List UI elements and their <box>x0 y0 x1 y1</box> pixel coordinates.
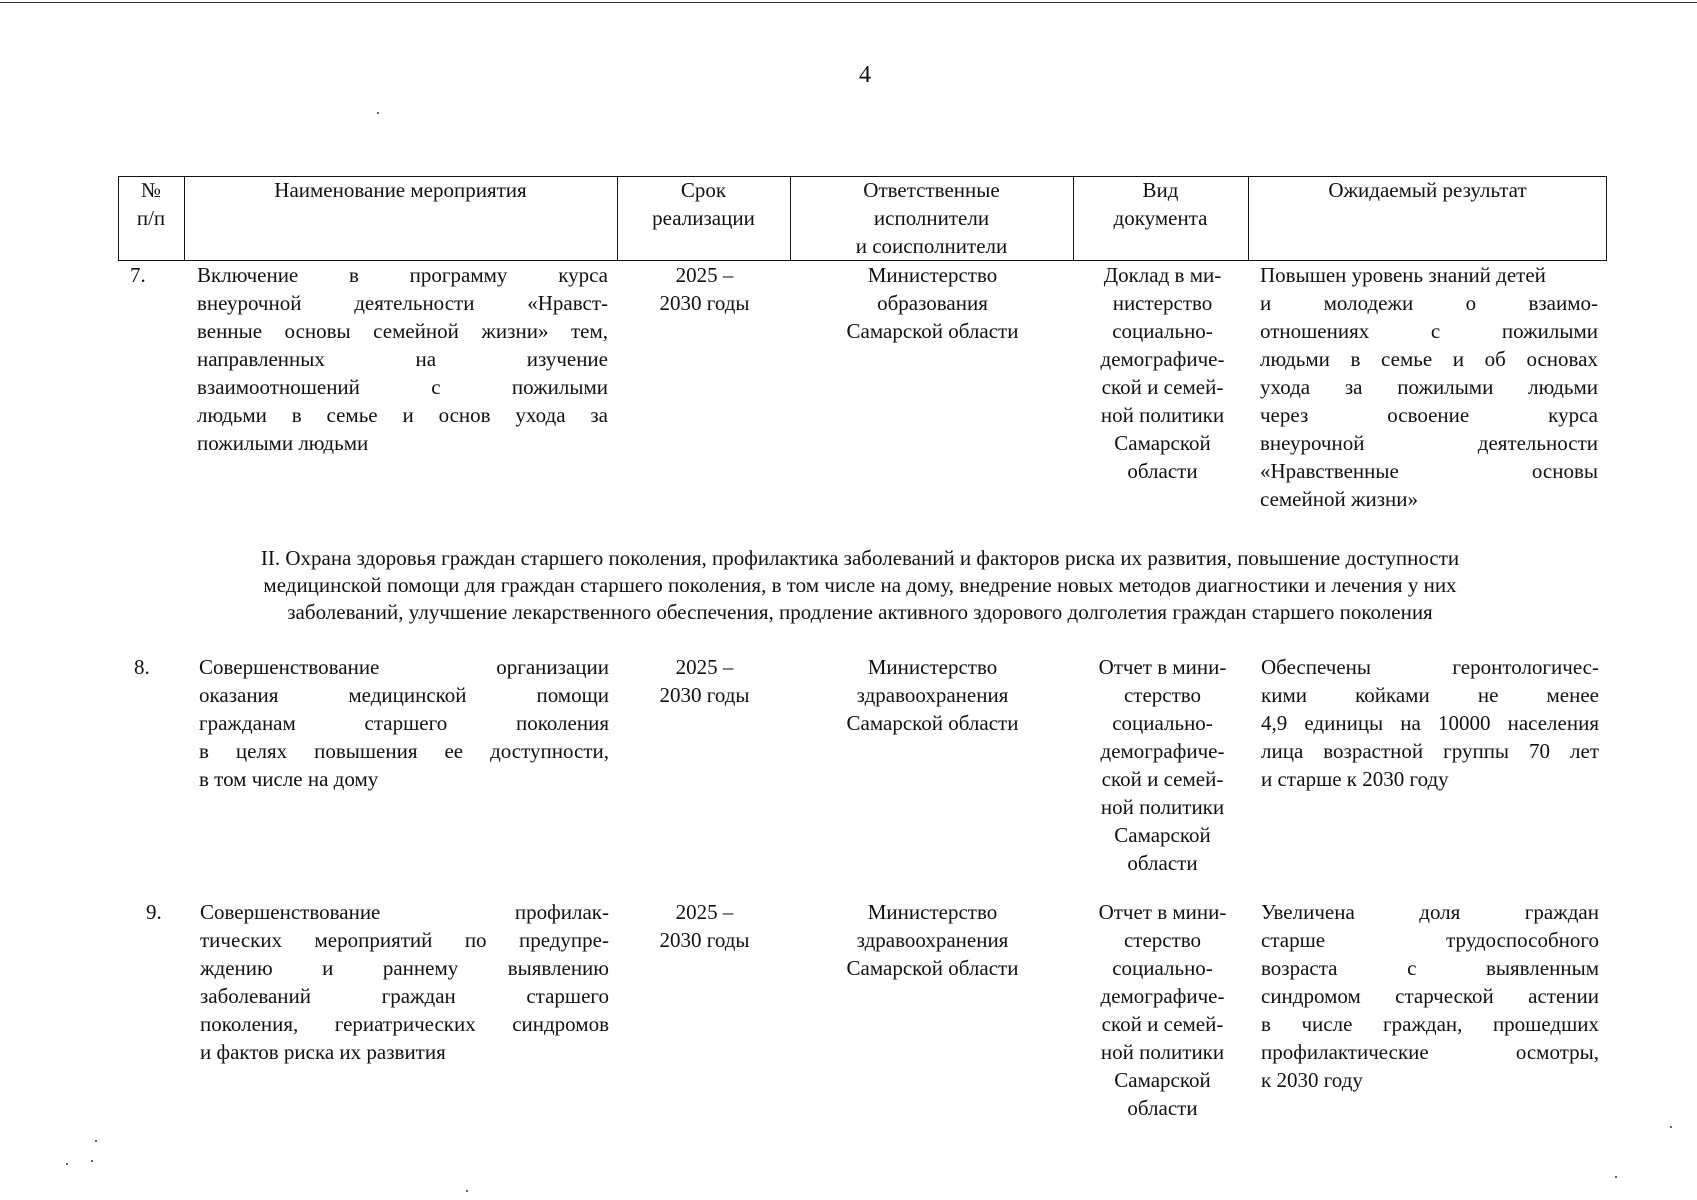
row-responsible: Министерство образования Самарской области <box>846 263 1019 343</box>
row-doc-type: Отчет в мини- стерство социально- демографиче- ской и семей- ной политики Самарской области <box>1098 900 1227 1120</box>
scan-speck <box>1615 1176 1617 1178</box>
top-rule <box>0 2 1697 3</box>
row-result: Увеличена доля граждан старше трудоспособного возраста с выявленным синдромом старческой астении в числе граждан, прошедших профилактические осмотры, к 2030 году <box>1261 900 1599 1092</box>
row-responsible: Министерство здравоохранения Самарской области <box>846 655 1019 735</box>
row-name: Совершенствование организации оказания медицинской помощи гражданам старшего поколения в целях повышения ее доступности, в том числе на дому <box>199 655 609 791</box>
row-num: 8. <box>134 655 150 679</box>
scan-speck <box>66 1163 68 1165</box>
header-term: Срок реализации <box>652 178 755 230</box>
header-responsible: Ответственные исполнители и соисполнители <box>855 178 1008 258</box>
row-term: 2025 – 2030 годы <box>659 900 750 952</box>
row-term: 2025 – 2030 годы <box>659 263 750 315</box>
page-number: 4 <box>859 62 871 88</box>
scan-speck <box>1670 1126 1672 1128</box>
scan-speck <box>91 1160 93 1162</box>
section-title: II. Охрана здоровья граждан старшего поколения, профилактика заболеваний и факторов риска их развития, повышение доступности медицинской помощи для граждан старшего поколения, в том числе на дому, внедрение новых методов диагностики и лечения у них заболеваний, улучшение лекарственного обеспечения, продление активного здорового долголетия граждан старшего поколения <box>260 546 1460 624</box>
scan-speck <box>95 1140 97 1142</box>
header-result: Ожидаемый результат <box>1328 178 1527 202</box>
row-name: Совершенствование профилак- тических мероприятий по предупре- ждению и раннему выявлению заболеваний граждан старшего поколения, гериатрических синдромов и фактов риска их развития <box>200 900 609 1064</box>
scan-speck <box>377 112 379 114</box>
row-result: Обеспечены геронтологичес- кими койками не менее 4,9 единицы на 10000 населения лица возрастной группы 70 лет и старше к 2030 году <box>1261 655 1599 791</box>
header-num: № п/п <box>136 178 166 230</box>
row-doc-type: Доклад в ми- нистерство социально- демографиче- ской и семей- ной политики Самарской области <box>1100 263 1225 483</box>
header-name: Наименование мероприятия <box>274 178 527 202</box>
row-responsible: Министерство здравоохранения Самарской области <box>846 900 1019 980</box>
scan-speck <box>466 1190 468 1192</box>
row-doc-type: Отчет в мини- стерство социально- демографиче- ской и семей- ной политики Самарской области <box>1098 655 1227 875</box>
row-num: 9. <box>146 900 162 924</box>
header-doc-type: Вид документа <box>1113 178 1208 230</box>
row-num: 7. <box>130 263 146 287</box>
row-term: 2025 – 2030 годы <box>659 655 750 707</box>
row-name: Включение в программу курса внеурочной деятельности «Нравст- венные основы семейной жизни» тем, направленных на изучение взаимоотношений с пожилыми людьми в семье и основ ухода за пожилыми людьми <box>197 263 608 455</box>
row-result: Повышен уровень знаний детей и молодежи о взаимо- отношениях с пожилыми людьми в семье и об основах ухода за пожилыми людьми через освоение курса внеурочной деятельности «Нравственные основы семейной жизни» <box>1260 263 1598 511</box>
